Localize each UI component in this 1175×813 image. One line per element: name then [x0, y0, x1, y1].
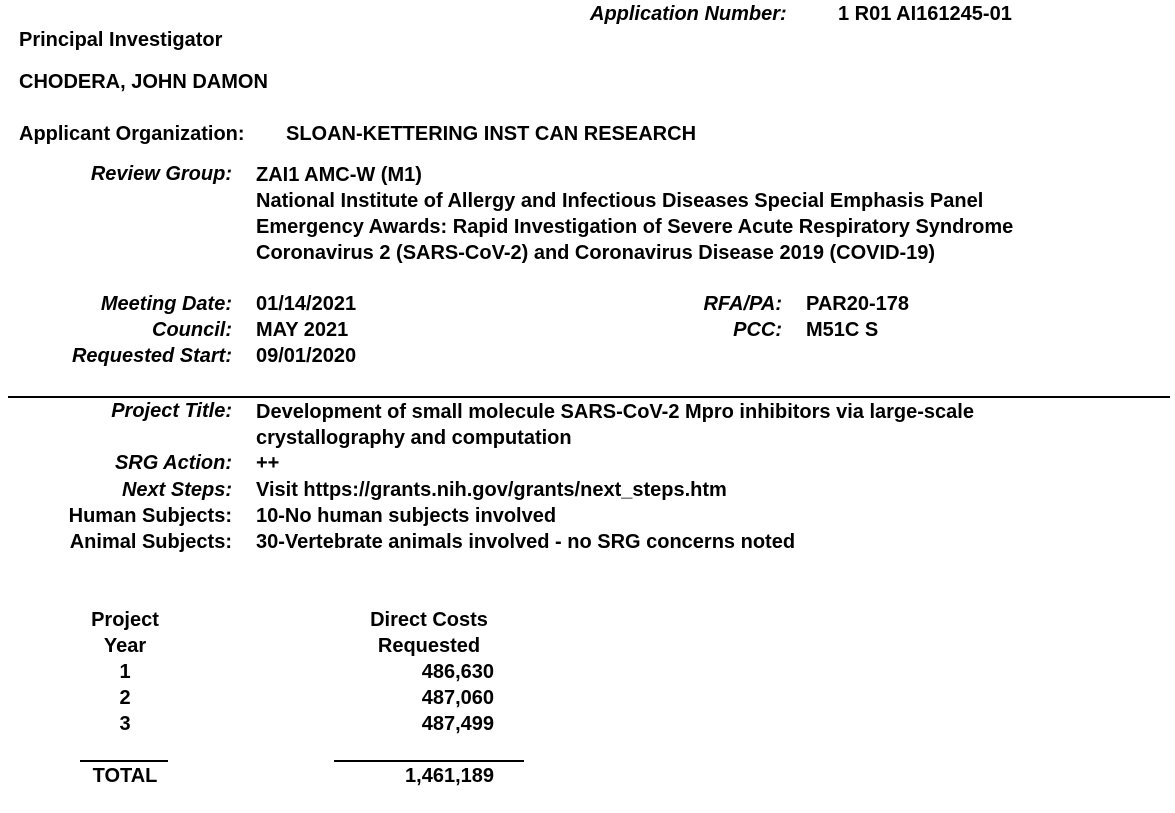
- meeting-date-label: Meeting Date:: [100, 293, 232, 315]
- pcc-value: M51C S: [806, 319, 879, 341]
- project-title-label: Project Title:: [111, 400, 232, 422]
- meeting-date-value: 01/14/2021: [256, 293, 357, 315]
- animal-subjects-label: Animal Subjects:: [69, 531, 232, 553]
- project-title-value: [256, 399, 974, 451]
- applicant-organization-value: SLOAN-KETTERING INST CAN RESEARCH: [286, 123, 697, 145]
- requested-start-label: Requested Start:: [71, 345, 232, 367]
- requested-start-value: 09/01/2020: [256, 345, 357, 367]
- principal-investigator-name: CHODERA, JOHN DAMON: [19, 71, 268, 93]
- review-group-line: Coronavirus 2 (SARS-CoV-2) and Coronavirus Disease 2019 (COVID-19): [256, 242, 936, 264]
- table-row-amount: 486,630: [421, 661, 494, 683]
- project-title-line: crystallography and computation: [256, 427, 572, 449]
- total-label: TOTAL: [92, 765, 158, 787]
- cost-total-rule: [334, 760, 524, 762]
- year-header: Project: [91, 609, 159, 631]
- review-group-line: ZAI1 AMC-W (M1): [256, 164, 422, 186]
- year-header: Year: [103, 635, 147, 657]
- year-total-rule: [80, 760, 168, 762]
- cost-header: Direct Costs: [370, 609, 488, 631]
- human-subjects-label: Human Subjects:: [68, 505, 232, 527]
- applicant-organization-label: Applicant Organization:: [19, 123, 245, 145]
- srg-action-value: ++: [256, 452, 280, 474]
- review-group-line: National Institute of Allergy and Infectious Diseases Special Emphasis Panel: [256, 190, 984, 212]
- principal-investigator-label: Principal Investigator: [19, 29, 223, 51]
- table-row-year: 1: [119, 661, 131, 683]
- table-row-year: 2: [119, 687, 131, 709]
- review-group-label: Review Group:: [90, 163, 232, 185]
- council-value: MAY 2021: [256, 319, 349, 341]
- review-group-line: Emergency Awards: Rapid Investigation of Severe Acute Respiratory Syndrome: [256, 216, 1014, 238]
- rfa-pa-value: PAR20-178: [806, 293, 910, 315]
- council-label: Council:: [152, 319, 232, 341]
- rfa-pa-label: RFA/PA:: [703, 293, 782, 315]
- human-subjects-value: 10-No human subjects involved: [256, 505, 557, 527]
- table-row-year: 3: [119, 713, 131, 735]
- table-row-amount: 487,060: [421, 687, 494, 709]
- total-value: 1,461,189: [405, 765, 494, 787]
- section-divider: [8, 396, 1170, 398]
- cost-header: Requested: [377, 635, 481, 657]
- animal-subjects-value: 30-Vertebrate animals involved - no SRG concerns noted: [256, 531, 796, 553]
- application-number-label: Application Number:: [590, 3, 787, 25]
- pcc-label: PCC:: [733, 319, 782, 341]
- next-steps-label: Next Steps:: [121, 479, 232, 501]
- application-number-value: 1 R01 AI161245-01: [838, 3, 1012, 25]
- review-group-value: [256, 162, 1013, 266]
- table-row-amount: 487,499: [421, 713, 494, 735]
- srg-action-label: SRG Action:: [114, 452, 232, 474]
- next-steps-value: Visit https://grants.nih.gov/grants/next_steps.htm: [256, 479, 727, 501]
- project-title-line: Development of small molecule SARS-CoV-2 Mpro inhibitors via large-scale: [256, 401, 974, 423]
